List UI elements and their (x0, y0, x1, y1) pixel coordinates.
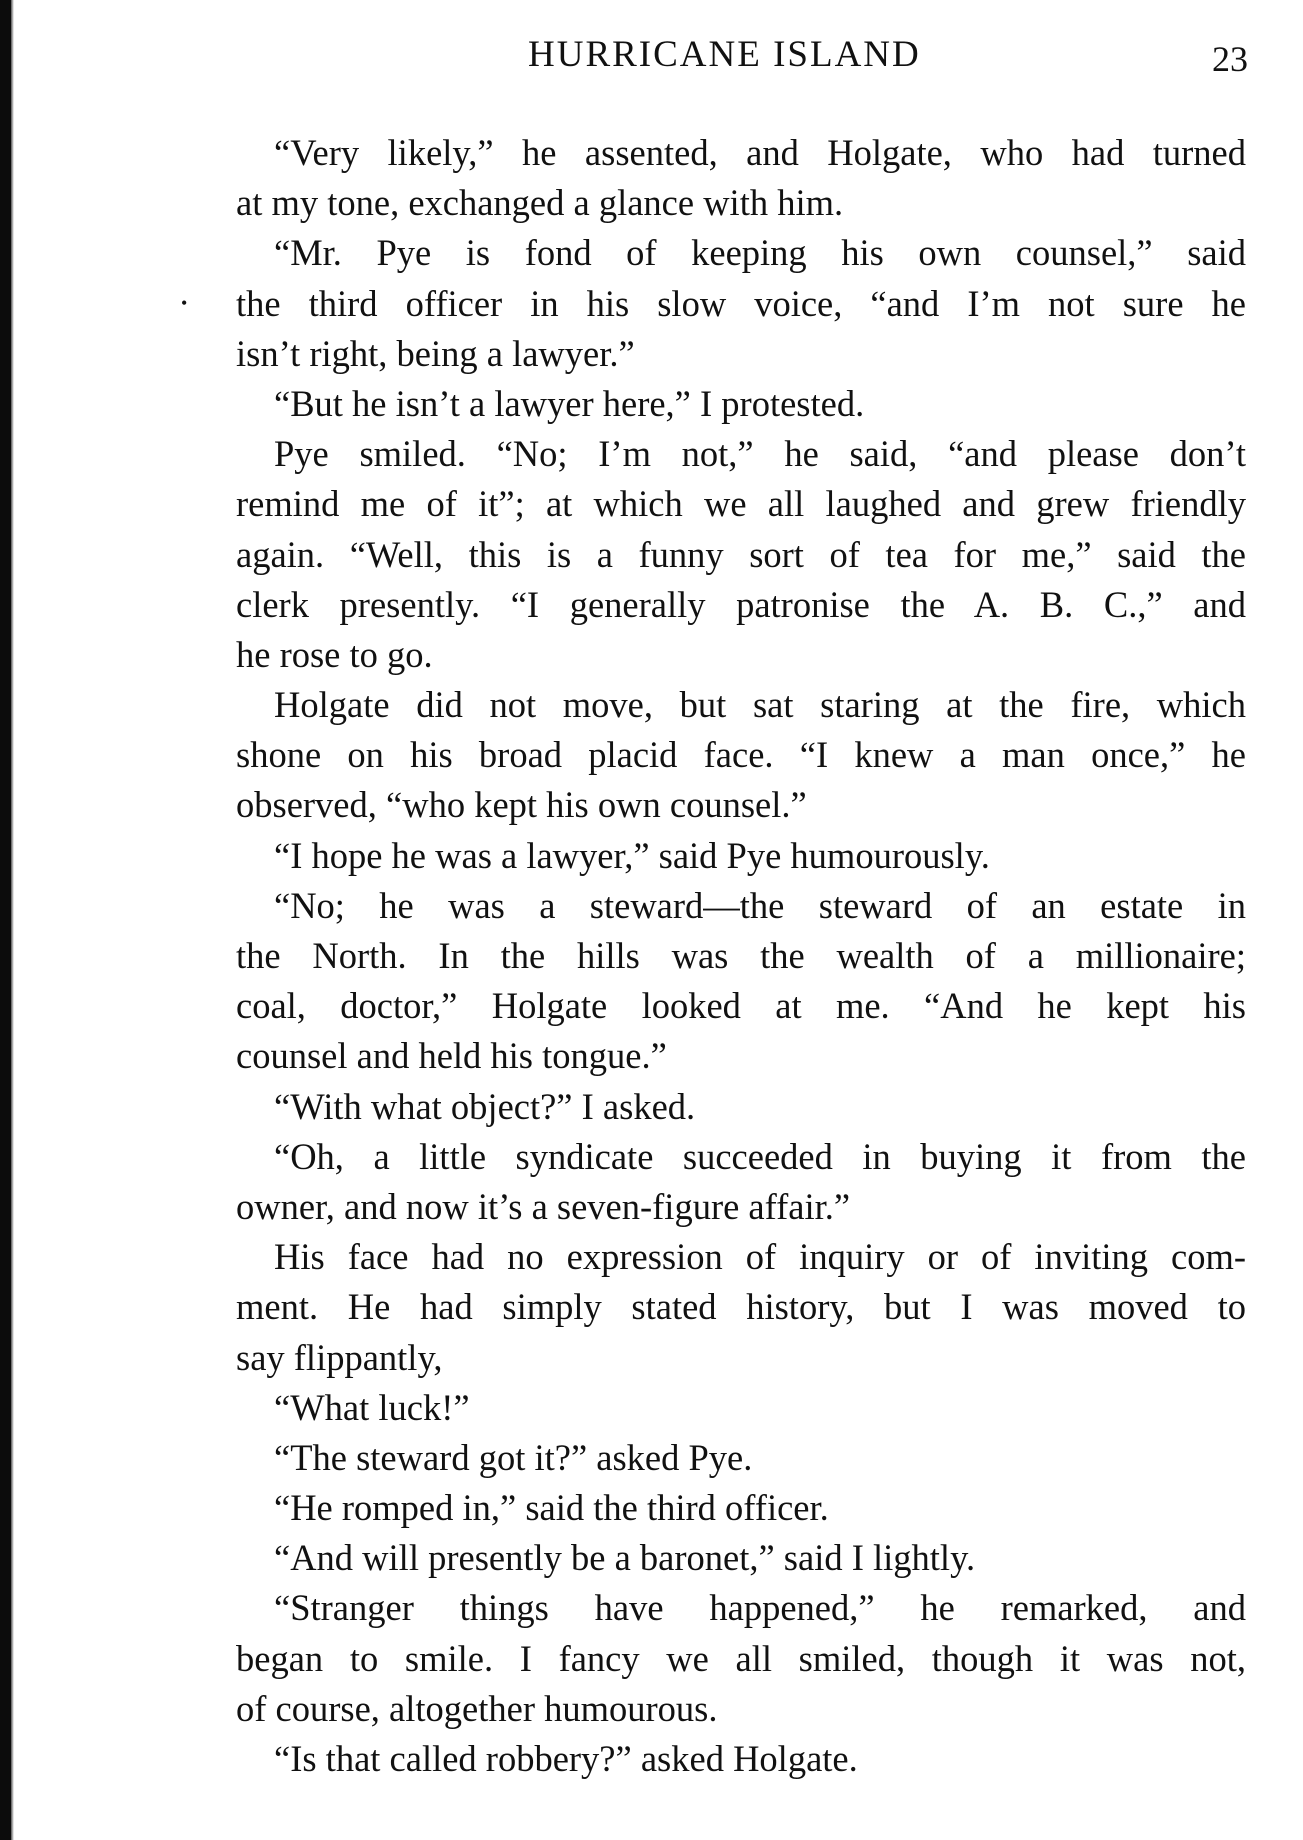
text-line: “Very likely,” he assented, and Holgate, who had turned (274, 132, 1246, 173)
text-line: “Oh, a little syndicate succeeded in buying it from the (274, 1135, 1246, 1177)
text-line: coal, doctor,” Holgate looked at me. “And he kept his (236, 985, 1246, 1027)
text-line: His face had no expression of inquiry or of inviting com- (274, 1236, 1246, 1278)
text-line: ment. He had simply stated history, but I was moved to (236, 1286, 1246, 1328)
text-line: clerk presently. “I generally patronise the A. B. C.,” and (236, 583, 1246, 625)
text-line: “I hope he was a lawyer,” said Pye humourously. (274, 834, 990, 876)
paragraph (236, 1383, 1246, 1433)
paragraph (236, 1433, 1246, 1483)
text-line: Holgate did not move, but sat staring at the fire, which (274, 684, 1246, 726)
text-line: again. “Well, this is a funny sort of tea for me,” said the (236, 533, 1246, 575)
text-line: the North. In the hills was the wealth of a millionaire; (236, 935, 1246, 976)
paragraph (236, 1533, 1246, 1583)
stray-mark: • (181, 293, 188, 313)
paragraph (236, 1583, 1246, 1734)
text-line: “Mr. Pye is fond of keeping his own counsel,” said (274, 232, 1246, 274)
paragraph (236, 429, 1246, 680)
text-line: shone on his broad placid face. “I knew a man once,” he (236, 734, 1246, 776)
paragraph (236, 1132, 1246, 1232)
text-line: “Is that called robbery?” asked Holgate. (274, 1738, 858, 1779)
text-line: “Stranger things have happened,” he remarked, and (274, 1587, 1246, 1629)
paragraph (236, 1082, 1246, 1132)
paragraph (236, 379, 1246, 429)
text-line: he rose to go. (236, 633, 433, 675)
paragraph (236, 1483, 1246, 1533)
binding-edge (0, 0, 11, 1840)
paragraph (236, 680, 1246, 831)
text-line: at my tone, exchanged a glance with him. (236, 182, 844, 224)
text-line: began to smile. I fancy we all smiled, though it was not, (236, 1637, 1246, 1679)
text-line: of course, altogether humourous. (236, 1687, 718, 1729)
text-line: “With what object?” I asked. (274, 1085, 696, 1127)
paragraph (236, 228, 1246, 379)
text-line: counsel and held his tongue.” (236, 1035, 667, 1077)
paragraph (236, 1734, 1246, 1784)
binding-shadow (11, 0, 14, 1840)
text-line: “He romped in,” said the third officer. (274, 1487, 829, 1529)
text-line: isn’t right, being a lawyer.” (236, 332, 635, 374)
running-head (238, 30, 1248, 80)
text-line: remind me of it”; at which we all laughed and grew friendly (236, 483, 1246, 525)
text-line: Pye smiled. “No; I’m not,” he said, “and please don’t (274, 433, 1246, 475)
text-line: the third officer in his slow voice, “and I’m not sure he (236, 282, 1246, 324)
body-text (236, 128, 1246, 1784)
text-line: “And will presently be a baronet,” said I lightly. (274, 1537, 976, 1579)
text-line: observed, “who kept his own counsel.” (236, 784, 807, 826)
text-line: “No; he was a steward—the steward of an estate in (274, 884, 1246, 926)
running-title: HURRICANE ISLAND (528, 34, 921, 75)
paragraph (236, 831, 1246, 881)
paragraph (236, 1232, 1246, 1383)
text-line: owner, and now it’s a seven-figure affair.” (236, 1185, 851, 1227)
text-line: “What luck!” (274, 1386, 470, 1428)
text-line: say flippantly, (236, 1336, 443, 1378)
page-number: 23 (1212, 39, 1248, 79)
text-line: “The steward got it?” asked Pye. (274, 1436, 753, 1478)
paragraph (236, 128, 1246, 228)
paragraph (236, 881, 1246, 1082)
text-line: “But he isn’t a lawyer here,” I protested. (274, 382, 865, 424)
